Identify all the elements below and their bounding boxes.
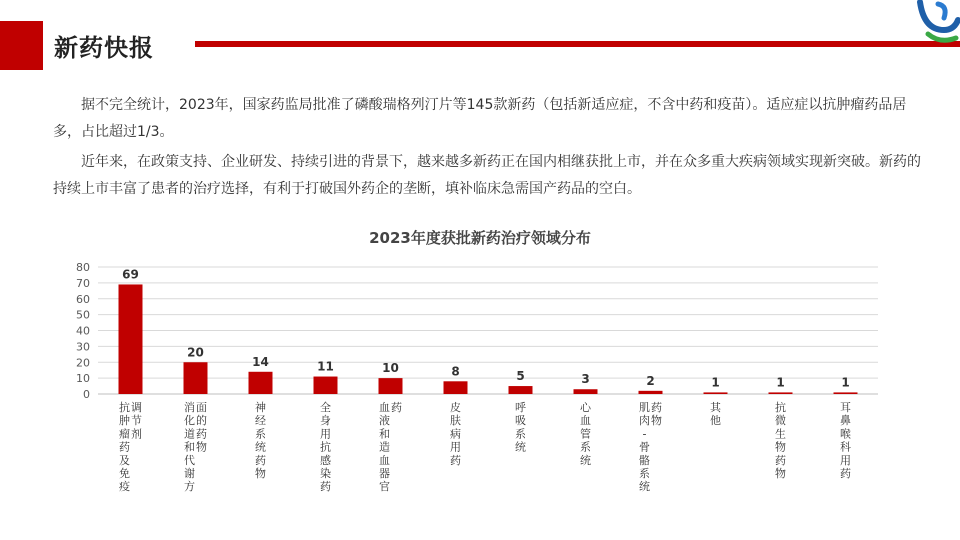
y-tick-label: 50 <box>76 308 90 322</box>
data-label: 8 <box>451 364 460 379</box>
data-label: 1 <box>776 375 785 390</box>
y-tick-label: 20 <box>76 356 90 370</box>
x-tick-label: 消化道和代谢方面的药物 <box>184 401 207 494</box>
bar <box>639 391 663 394</box>
y-tick-label: 60 <box>76 292 90 306</box>
chart-title: 2023年度获批新药治疗领域分布 <box>369 229 591 247</box>
data-label: 3 <box>581 372 590 387</box>
y-tick-label: 0 <box>83 388 90 401</box>
bar <box>704 392 728 394</box>
bar <box>119 284 143 394</box>
y-tick-label: 30 <box>76 340 90 354</box>
bar <box>184 362 208 394</box>
x-tick-label: 血液和造血器官药 <box>379 401 402 494</box>
bar <box>769 392 793 394</box>
bar <box>444 381 468 394</box>
y-tick-label: 10 <box>76 372 90 386</box>
x-tick-label: 其他 <box>710 401 721 428</box>
y-tick-label: 40 <box>76 324 90 338</box>
data-label: 10 <box>382 361 399 376</box>
bar <box>379 378 403 394</box>
x-tick-label: 皮肤病用药 <box>450 401 461 467</box>
x-tick-label: 肌肉-骨骼系统药物 <box>639 401 662 494</box>
x-tick-label: 抗微生物药物 <box>775 401 786 480</box>
therapy-area-bar-chart <box>0 250 960 540</box>
y-tick-label: 80 <box>76 261 90 274</box>
x-tick-label: 全身用抗感染药 <box>320 401 331 494</box>
x-tick-label: 心血管系统 <box>580 401 591 467</box>
data-label: 14 <box>252 354 269 369</box>
data-label: 20 <box>187 345 204 360</box>
data-label: 69 <box>122 267 139 282</box>
title-underline-bar <box>195 41 960 47</box>
data-label: 5 <box>516 369 525 384</box>
data-label: 2 <box>646 373 655 388</box>
brand-logo <box>914 0 960 46</box>
context-paragraph: 近年来，在政策支持、企业研发、持续引进的背景下，越来越多新药正在国内相继获批上市，并在众多重大疾病领域实现新突破。新药的持续上市丰富了患者的治疗选择，有利于打破国外药企的垄断，填补临床急需国产药品的空白。 <box>53 154 921 197</box>
bar <box>249 372 273 394</box>
intro-paragraph: 据不完全统计，2023年，国家药监局批准了磷酸瑞格列汀片等145款新药（包括新适应症，不含中药和疫苗）。适应症以抗肿瘤药品居多，占比超过1/3。 <box>53 97 907 140</box>
bar <box>834 392 858 394</box>
y-tick-label: 70 <box>76 276 90 290</box>
x-tick-label: 呼吸系统 <box>515 401 526 454</box>
bar <box>509 386 533 394</box>
title-accent-block <box>0 21 43 70</box>
x-tick-label: 抗肿瘤药及免疫调节剂 <box>119 401 142 494</box>
x-tick-label: 神经系统药物 <box>255 401 266 480</box>
x-tick-label: 耳鼻喉科用药 <box>840 401 851 480</box>
page-title: 新药快报 <box>54 34 154 62</box>
data-label: 1 <box>711 375 720 390</box>
bar <box>314 377 338 394</box>
data-label: 1 <box>841 375 850 390</box>
bar <box>574 389 598 394</box>
data-label: 11 <box>317 359 334 374</box>
